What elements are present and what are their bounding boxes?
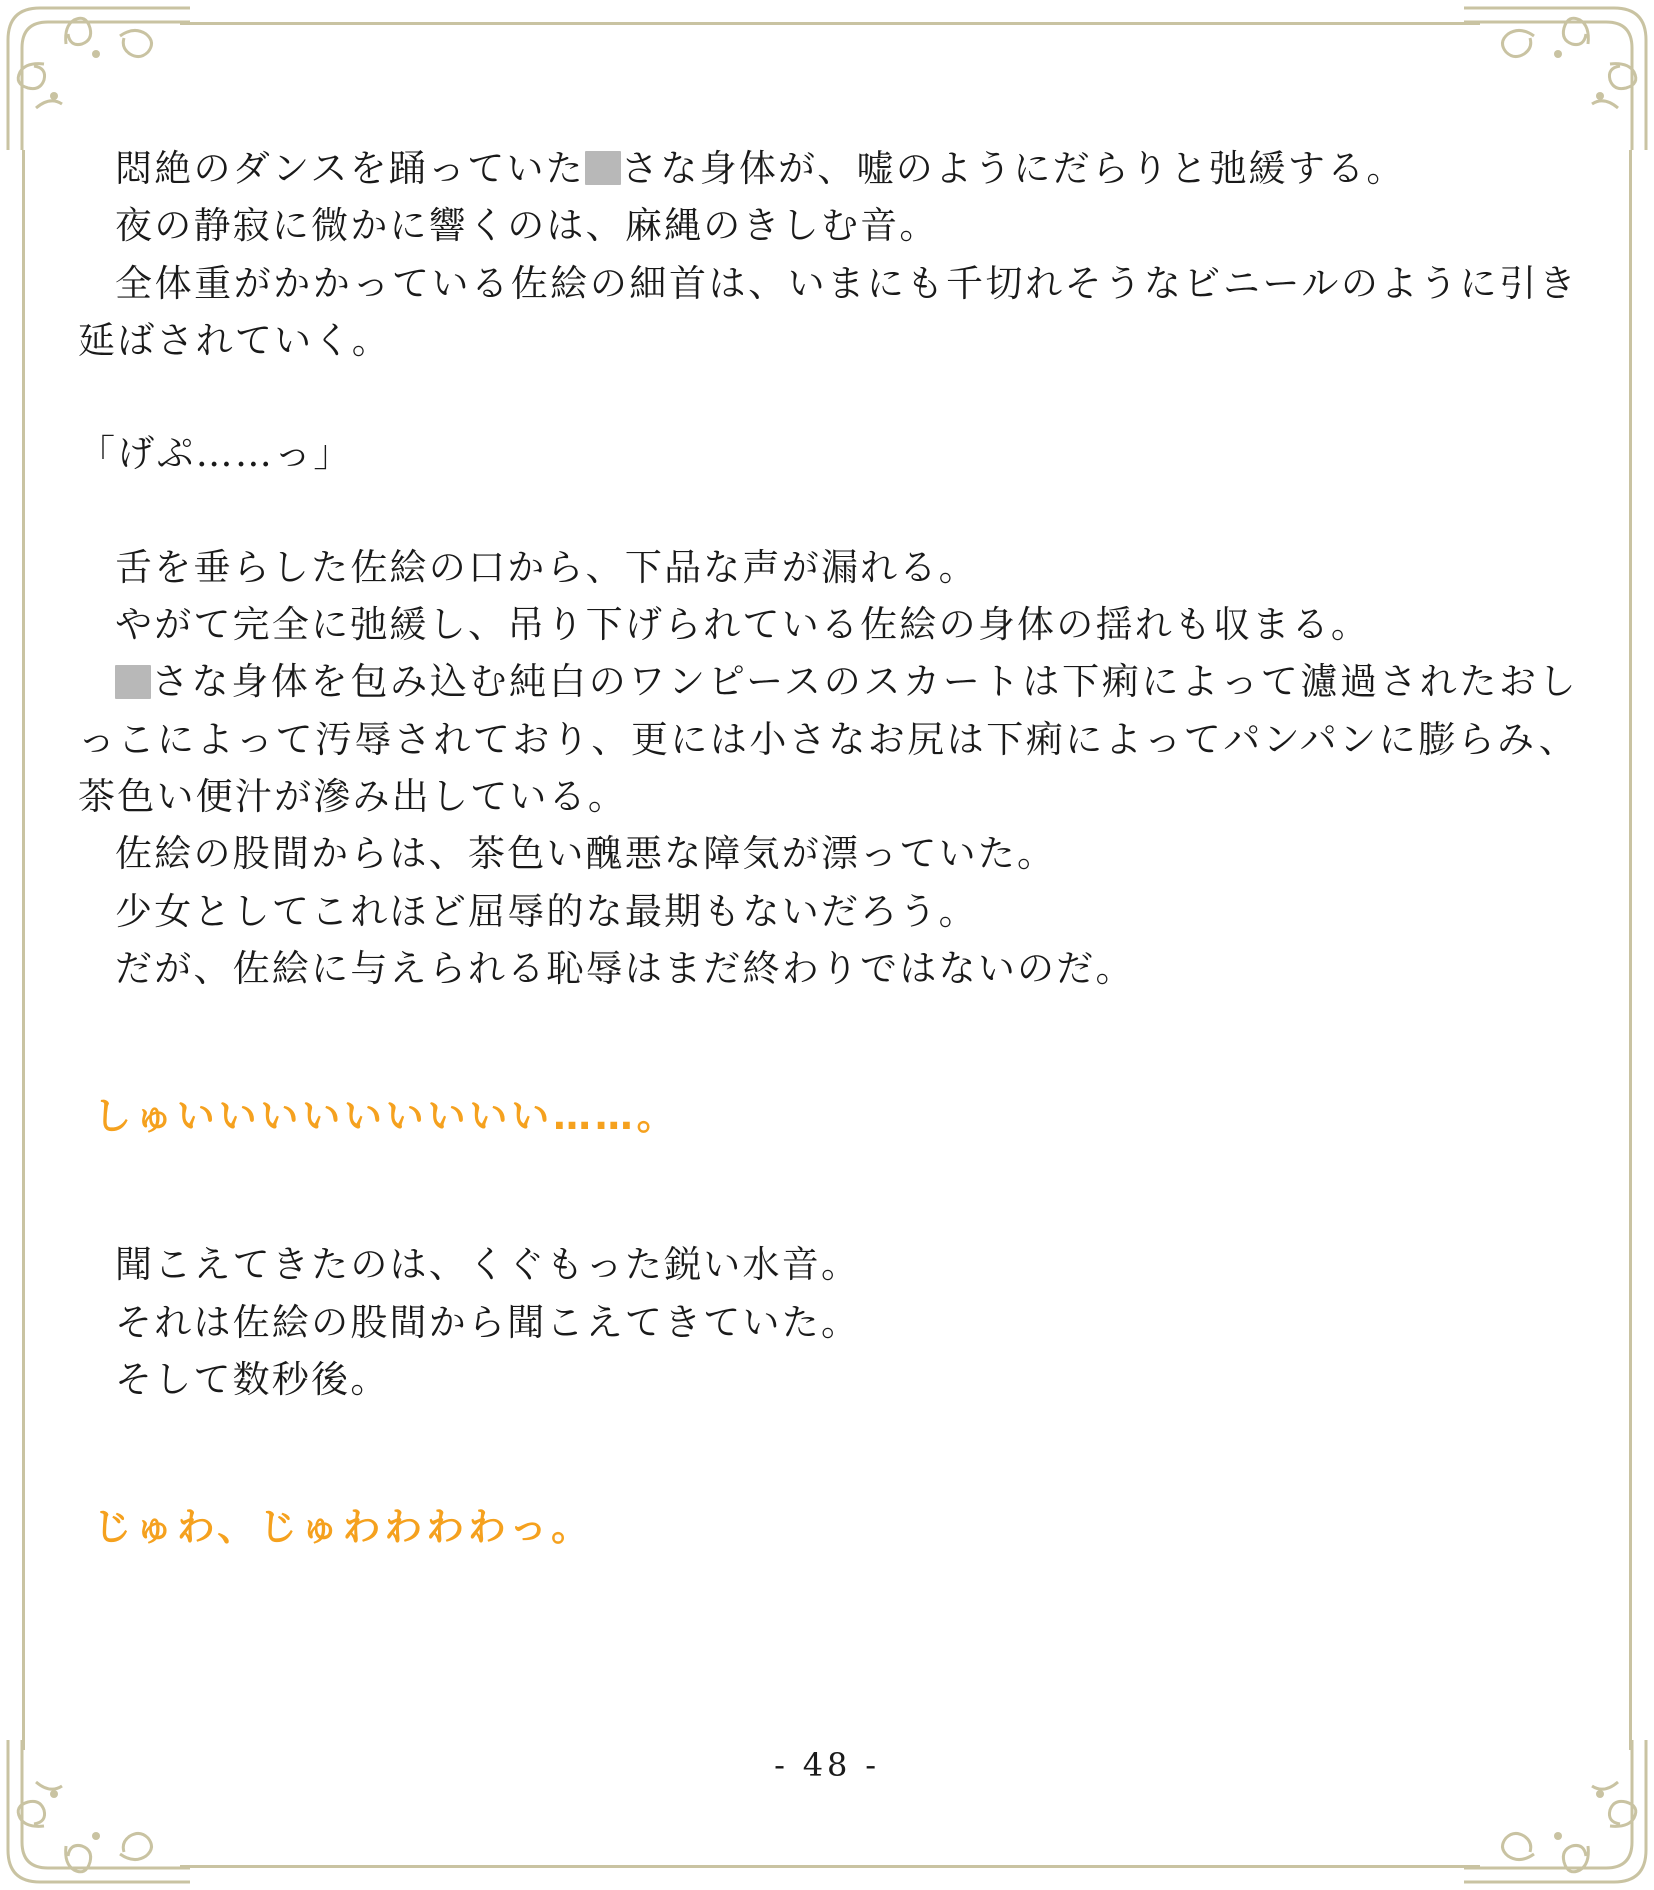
corner-ornament-top-left-icon	[0, 0, 190, 150]
frame-left-line	[22, 150, 25, 1750]
page-body-text	[78, 140, 1578, 1595]
paragraph: 聞こえてきたのは、くぐもった鋭い水音。	[115, 1243, 861, 1287]
paragraph: 全体重がかかっている佐絵の細首は、いまにも千切れそうなビニールのように引き延ばされていく。	[78, 261, 1578, 363]
paragraph: そして数秒後。	[115, 1358, 390, 1402]
paragraph: 少女としてこれほど屈辱的な最期もないだろう。	[115, 889, 978, 933]
paragraph-spacer	[78, 369, 1578, 425]
paragraph-spacer	[78, 997, 1578, 1049]
page-number: - 48 -	[774, 1746, 880, 1784]
corner-ornament-top-right-icon	[1464, 0, 1654, 150]
paragraph-text-before-redaction: 悶絶のダンスを踊っていた	[115, 147, 585, 190]
paragraph	[78, 140, 1578, 197]
frame-right-line	[1629, 150, 1632, 1750]
paragraph-spacer	[78, 1408, 1578, 1460]
sound-effect-text: じゅわ、じゅわわわわっ。	[93, 1505, 593, 1550]
paragraph: 佐絵の股間からは、茶色い醜悪な障気が漂っていた。	[115, 832, 1057, 876]
frame-top-line	[180, 22, 1480, 25]
frame-bottom-line	[180, 1865, 1480, 1868]
paragraph: やがて完全に弛緩し、吊り下げられている佐絵の身体の揺れも収まる。	[115, 603, 1371, 647]
paragraph-spacer	[78, 483, 1578, 539]
dialogue-line: 「げぷ……っ」	[78, 432, 353, 476]
paragraph: 舌を垂らした佐絵の口から、下品な声が漏れる。	[115, 545, 978, 589]
paragraph	[78, 653, 1578, 825]
redaction-block-icon	[115, 665, 151, 699]
paragraph-text-after-redaction: さな身体を包み込む純白のワンピースのスカートは下痢によって濾過されたおしっこによって汚辱されており、更には小さなお尻は下痢によってパンパンに膨らみ、茶色い便汁が滲み出している。	[78, 660, 1578, 819]
paragraph-text-after-redaction: さな身体が、嘘のようにだらりと弛緩する。	[621, 147, 1406, 190]
paragraph: 夜の静寂に微かに響くのは、麻縄のきしむ音。	[115, 204, 939, 248]
redaction-block-icon	[585, 151, 621, 185]
paragraph-spacer	[78, 1184, 1578, 1236]
paragraph: それは佐絵の股間から聞こえてきていた。	[115, 1300, 861, 1344]
paragraph: だが、佐絵に与えられる恥辱はまだ終わりではないのだ。	[115, 947, 1135, 991]
sound-effect-text: しゅいいいいいいいいい……。	[93, 1094, 679, 1139]
